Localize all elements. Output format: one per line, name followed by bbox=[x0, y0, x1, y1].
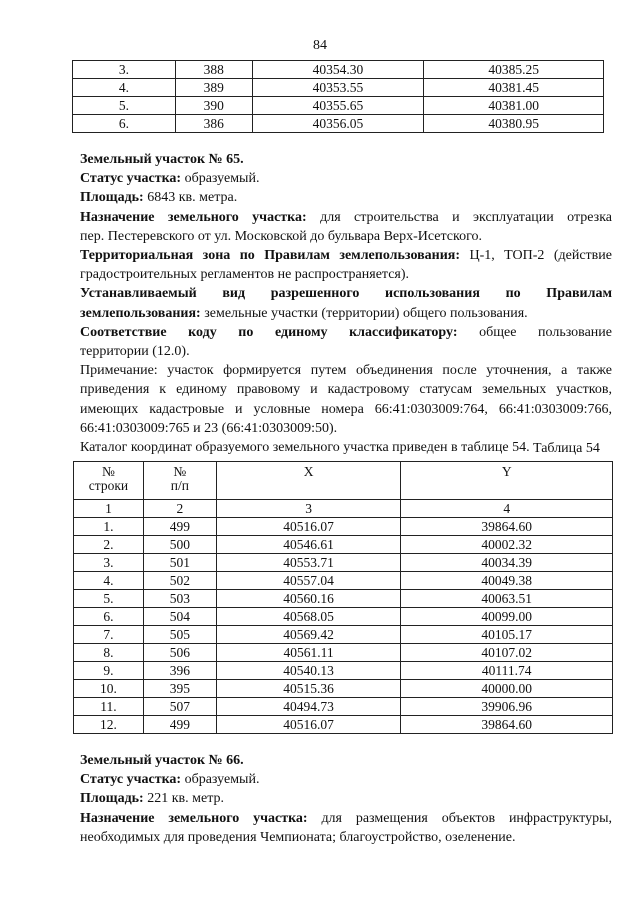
table-row bbox=[73, 79, 604, 97]
plot-65-use-value: земельные участки (территории) общего пользования. bbox=[200, 305, 528, 321]
table-cell: 40568.05 bbox=[216, 608, 401, 626]
plot-65-purpose-label: Назначение земельного участка: bbox=[80, 209, 307, 225]
table-cell: 396 bbox=[143, 662, 216, 680]
plot-65-status-value: образуемый. bbox=[181, 171, 260, 187]
table-cell: 503 bbox=[143, 590, 216, 608]
table-cell: 40356.05 bbox=[252, 115, 424, 133]
table-cell: 3. bbox=[74, 554, 144, 572]
table-cell: 40516.07 bbox=[216, 518, 401, 536]
plot-65-code-value: общее пользование bbox=[457, 324, 612, 340]
plot-65-zone-value-cont: градостроительных регламентов не распространяется). bbox=[80, 267, 410, 283]
table-cell: 40099.00 bbox=[401, 608, 613, 626]
top-table-body bbox=[73, 61, 604, 133]
plot-65-catalog-text: Каталог координат образуемого земельного участка приведен в таблице 54. bbox=[80, 440, 530, 456]
table-cell: 40355.65 bbox=[252, 97, 424, 115]
table-cell: 1. bbox=[74, 518, 144, 536]
header-x: X bbox=[216, 462, 401, 500]
table-cell: 40540.13 bbox=[216, 662, 401, 680]
plot-65-section bbox=[80, 150, 612, 457]
table-cell: 8. bbox=[74, 644, 144, 662]
plot-65-note-line-2: приведения к единому правовому и кадастровому статусам земельных участков, bbox=[80, 382, 612, 398]
plot-65-note-line-4: 66:41:0303009:765 и 23 (66:41:0303009:50). bbox=[80, 420, 338, 436]
plot-65-note-line-1: Примечание: участок формируется путем объединения после уточнения, а также bbox=[80, 363, 612, 379]
table-row bbox=[74, 662, 613, 680]
header-y: Y bbox=[401, 462, 613, 500]
table-cell: 9. bbox=[74, 662, 144, 680]
plot-66-status-value: образуемый. bbox=[181, 772, 260, 788]
table-row bbox=[74, 536, 613, 554]
table-cell: 501 bbox=[143, 554, 216, 572]
header-point-number: № п/п bbox=[143, 462, 216, 500]
table-54-header-row bbox=[74, 462, 613, 500]
table-cell: 507 bbox=[143, 698, 216, 716]
table-cell: 40546.61 bbox=[216, 536, 401, 554]
plot-66-purpose-value-cont: необходимых для проведения Чемпионата; благоустройство, озеленение. bbox=[80, 829, 516, 845]
table-cell: 388 bbox=[175, 61, 252, 79]
table-cell: 40560.16 bbox=[216, 590, 401, 608]
table-row bbox=[74, 590, 613, 608]
table-cell: 7. bbox=[74, 626, 144, 644]
page-number: 84 bbox=[313, 38, 327, 53]
table-54-caption: Таблица 54 bbox=[533, 441, 600, 456]
plot-65-note-line-3: имеющих кадастровые и условные номера 66:41:0303009:764, 66:41:0303009:766, bbox=[80, 401, 612, 417]
table-cell: 40380.95 bbox=[424, 115, 604, 133]
table-cell: 40111.74 bbox=[401, 662, 613, 680]
table-cell: 40516.07 bbox=[216, 716, 401, 734]
table-cell: 40381.00 bbox=[424, 97, 604, 115]
table-cell: 11. bbox=[74, 698, 144, 716]
plot-66-purpose-value: для размещения объектов инфраструктуры, bbox=[307, 810, 612, 826]
table-row bbox=[74, 698, 613, 716]
table-cell: 40002.32 bbox=[401, 536, 613, 554]
table-cell: 5. bbox=[74, 590, 144, 608]
table-cell: 40561.11 bbox=[216, 644, 401, 662]
table-row bbox=[74, 554, 613, 572]
table-cell: 40353.55 bbox=[252, 79, 424, 97]
plot-66-section bbox=[80, 751, 612, 847]
table-cell: 40105.17 bbox=[401, 626, 613, 644]
table-cell: 500 bbox=[143, 536, 216, 554]
plot-65-use-label-cont: землепользования: bbox=[80, 305, 201, 321]
table-row bbox=[74, 608, 613, 626]
plot-65-purpose-value: для строительства и эксплуатации отрезка bbox=[306, 209, 613, 225]
table-row bbox=[73, 97, 604, 115]
table-cell: 40354.30 bbox=[252, 61, 424, 79]
plot-65-code-label: Соответствие коду по единому классификатору: bbox=[80, 324, 458, 340]
plot-66-status-label: Статус участка: bbox=[80, 772, 182, 788]
plot-65-area-value: 6843 кв. метра. bbox=[143, 190, 238, 206]
table-cell: 39864.60 bbox=[401, 518, 613, 536]
table-cell: 40381.45 bbox=[424, 79, 604, 97]
table-cell: 386 bbox=[175, 115, 252, 133]
table-cell: 505 bbox=[143, 626, 216, 644]
plot-65-title: Земельный участок № 65. bbox=[80, 152, 244, 167]
table-cell: 6. bbox=[73, 115, 176, 133]
table-cell: 10. bbox=[74, 680, 144, 698]
table-cell: 395 bbox=[143, 680, 216, 698]
table-cell: 39906.96 bbox=[401, 698, 613, 716]
table-54 bbox=[73, 461, 613, 734]
plot-66-area-label: Площадь: bbox=[80, 791, 144, 807]
table-cell: 40000.00 bbox=[401, 680, 613, 698]
table-cell: 40569.42 bbox=[216, 626, 401, 644]
table-cell: 40049.38 bbox=[401, 572, 613, 590]
column-number-cell: 4 bbox=[401, 500, 613, 518]
table-cell: 40063.51 bbox=[401, 590, 613, 608]
column-number-cell: 2 bbox=[143, 500, 216, 518]
table-row bbox=[74, 716, 613, 734]
coordinates-table-continuation bbox=[72, 60, 604, 133]
column-number-cell: 3 bbox=[216, 500, 401, 518]
plot-66-title: Земельный участок № 66. bbox=[80, 753, 244, 768]
column-number-cell: 1 bbox=[74, 500, 144, 518]
table-cell: 2. bbox=[74, 536, 144, 554]
plot-65-status-label: Статус участка: bbox=[80, 171, 182, 187]
table-row bbox=[74, 626, 613, 644]
table-cell: 506 bbox=[143, 644, 216, 662]
plot-65-use-label: Устанавливаемый вид разрешенного использования по Правилам bbox=[80, 286, 612, 302]
plot-65-zone-value: Ц-1, ТОП-2 (действие bbox=[460, 248, 612, 264]
table-numbering-row bbox=[74, 500, 613, 518]
table-cell: 389 bbox=[175, 79, 252, 97]
plot-65-area-label: Площадь: bbox=[80, 190, 144, 206]
plot-65-code-value-cont: территории (12.0). bbox=[80, 344, 190, 360]
plot-66-area-value: 221 кв. метр. bbox=[143, 791, 224, 807]
table-cell: 5. bbox=[73, 97, 176, 115]
table-cell: 4. bbox=[73, 79, 176, 97]
table-cell: 502 bbox=[143, 572, 216, 590]
table-cell: 39864.60 bbox=[401, 716, 613, 734]
plot-65-zone-label: Территориальная зона по Правилам землепользования: bbox=[80, 248, 461, 264]
table-cell: 499 bbox=[143, 716, 216, 734]
table-row bbox=[74, 644, 613, 662]
table-row bbox=[74, 680, 613, 698]
table-cell: 6. bbox=[74, 608, 144, 626]
table-cell: 12. bbox=[74, 716, 144, 734]
table-cell: 40385.25 bbox=[424, 61, 604, 79]
table-row bbox=[73, 61, 604, 79]
table-54-body bbox=[74, 500, 613, 734]
table-cell: 504 bbox=[143, 608, 216, 626]
table-cell: 40494.73 bbox=[216, 698, 401, 716]
header-row-number: № строки bbox=[74, 462, 144, 500]
table-cell: 40515.36 bbox=[216, 680, 401, 698]
table-cell: 40034.39 bbox=[401, 554, 613, 572]
table-cell: 40553.71 bbox=[216, 554, 401, 572]
table-cell: 3. bbox=[73, 61, 176, 79]
table-cell: 499 bbox=[143, 518, 216, 536]
table-cell: 390 bbox=[175, 97, 252, 115]
table-row bbox=[73, 115, 604, 133]
plot-66-purpose-label: Назначение земельного участка: bbox=[80, 810, 308, 826]
table-row bbox=[74, 572, 613, 590]
table-cell: 40107.02 bbox=[401, 644, 613, 662]
table-row bbox=[74, 518, 613, 536]
table-cell: 40557.04 bbox=[216, 572, 401, 590]
plot-65-purpose-value-cont: пер. Пестеревского от ул. Московской до бульвара Верх-Исетского. bbox=[80, 228, 482, 244]
table-cell: 4. bbox=[74, 572, 144, 590]
